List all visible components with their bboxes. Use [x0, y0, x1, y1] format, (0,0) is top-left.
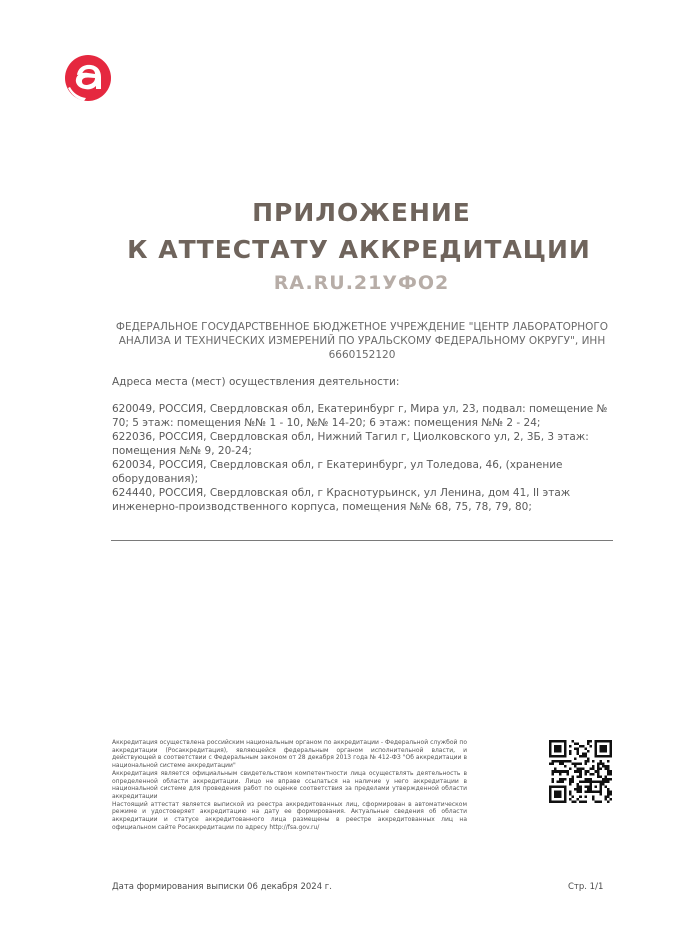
- title-line-2: К АТТЕСТАТУ АККРЕДИТАЦИИ: [127, 235, 591, 264]
- address-item: 620034, РОССИЯ, Свердловская обл, г Екатеринбург, ул Толедова, 46, (хранение оборудования);: [112, 459, 563, 485]
- fine-print-paragraph: Аккредитация осуществлена российским национальным органом по аккредитации - Федеральной службой по аккредитации (Росаккредитация), являющейся федеральным органом исполнительной власти, и действующей в соответствии с Федеральным законом от 28 декабря 2013 года № 412-ФЗ "Об аккредитации в национальной системе аккредитации": [112, 739, 467, 770]
- fine-print-paragraph: Настоящий аттестат является выпиской из реестра аккредитованных лиц, сформирован в автоматическом режиме и удостоверяет аккредитацию на дату ее формирования. Актуальные сведения об области аккредитации и статусе аккредитованного лица размещены в реестре аккредитованных лиц на официальном сайте Росаккредитации по адресу http://fsa.gov.ru/: [112, 800, 467, 831]
- organization-name: ФЕДЕРАЛЬНОЕ ГОСУДАРСТВЕННОЕ БЮДЖЕТНОЕ УЧРЕЖДЕНИЕ "ЦЕНТР ЛАБОРАТОРНОГО АНАЛИЗА И ТЕХНИЧЕСКИХ ИЗМЕРЕНИЙ ПО УРАЛЬСКОМУ ФЕДЕРАЛЬНОМУ ОКРУГУ", ИНН 6660152120: [115, 321, 609, 361]
- divider: [111, 540, 613, 541]
- accreditation-logo-icon: [64, 54, 112, 102]
- title-line-1: ПРИЛОЖЕНИЕ: [252, 198, 471, 227]
- registration-number: RA.RU.21УФО2: [273, 272, 450, 294]
- qr-code-icon: [549, 740, 612, 803]
- page-number: Стр. 1/1: [568, 882, 604, 892]
- fine-print-paragraph: Аккредитация является официальным свидетельством компетентности лица осуществлять деятельность в определенной области аккредитации. Лицо не вправе ссылаться на наличие у него аккредитации в национальной системе для проведения работ по оценке соответствия за пределами утвержденной области аккредитации: [112, 769, 467, 800]
- fine-print: [112, 739, 467, 831]
- generation-date: Дата формирования выписки 06 декабря 2024 г.: [112, 882, 332, 892]
- qr-code[interactable]: [549, 740, 612, 803]
- address-item: 620049, РОССИЯ, Свердловская обл, Екатеринбург г, Мира ул, 23, подвал: помещение № 70; 5 этаж: помещения №№ 1 - 10, №№ 14-20; 6 этаж: помещения №№ 2 - 24;: [112, 403, 608, 429]
- accreditation-logo: [64, 54, 112, 102]
- title-block: [0, 194, 673, 297]
- address-item: 622036, РОССИЯ, Свердловская обл, Нижний Тагил г, Циолковского ул, 2, 3Б, 3 этаж: помещения №№ 9, 20-24;: [112, 431, 589, 457]
- address-item: 624440, РОССИЯ, Свердловская обл, г Краснотурьинск, ул Ленина, дом 41, II этаж инженерно-производственного корпуса, помещения №№ 68, 75, 78, 79, 80;: [112, 487, 571, 513]
- addresses-label: Адреса места (мест) осуществления деятельности:: [112, 376, 400, 388]
- addresses-list: [112, 402, 617, 514]
